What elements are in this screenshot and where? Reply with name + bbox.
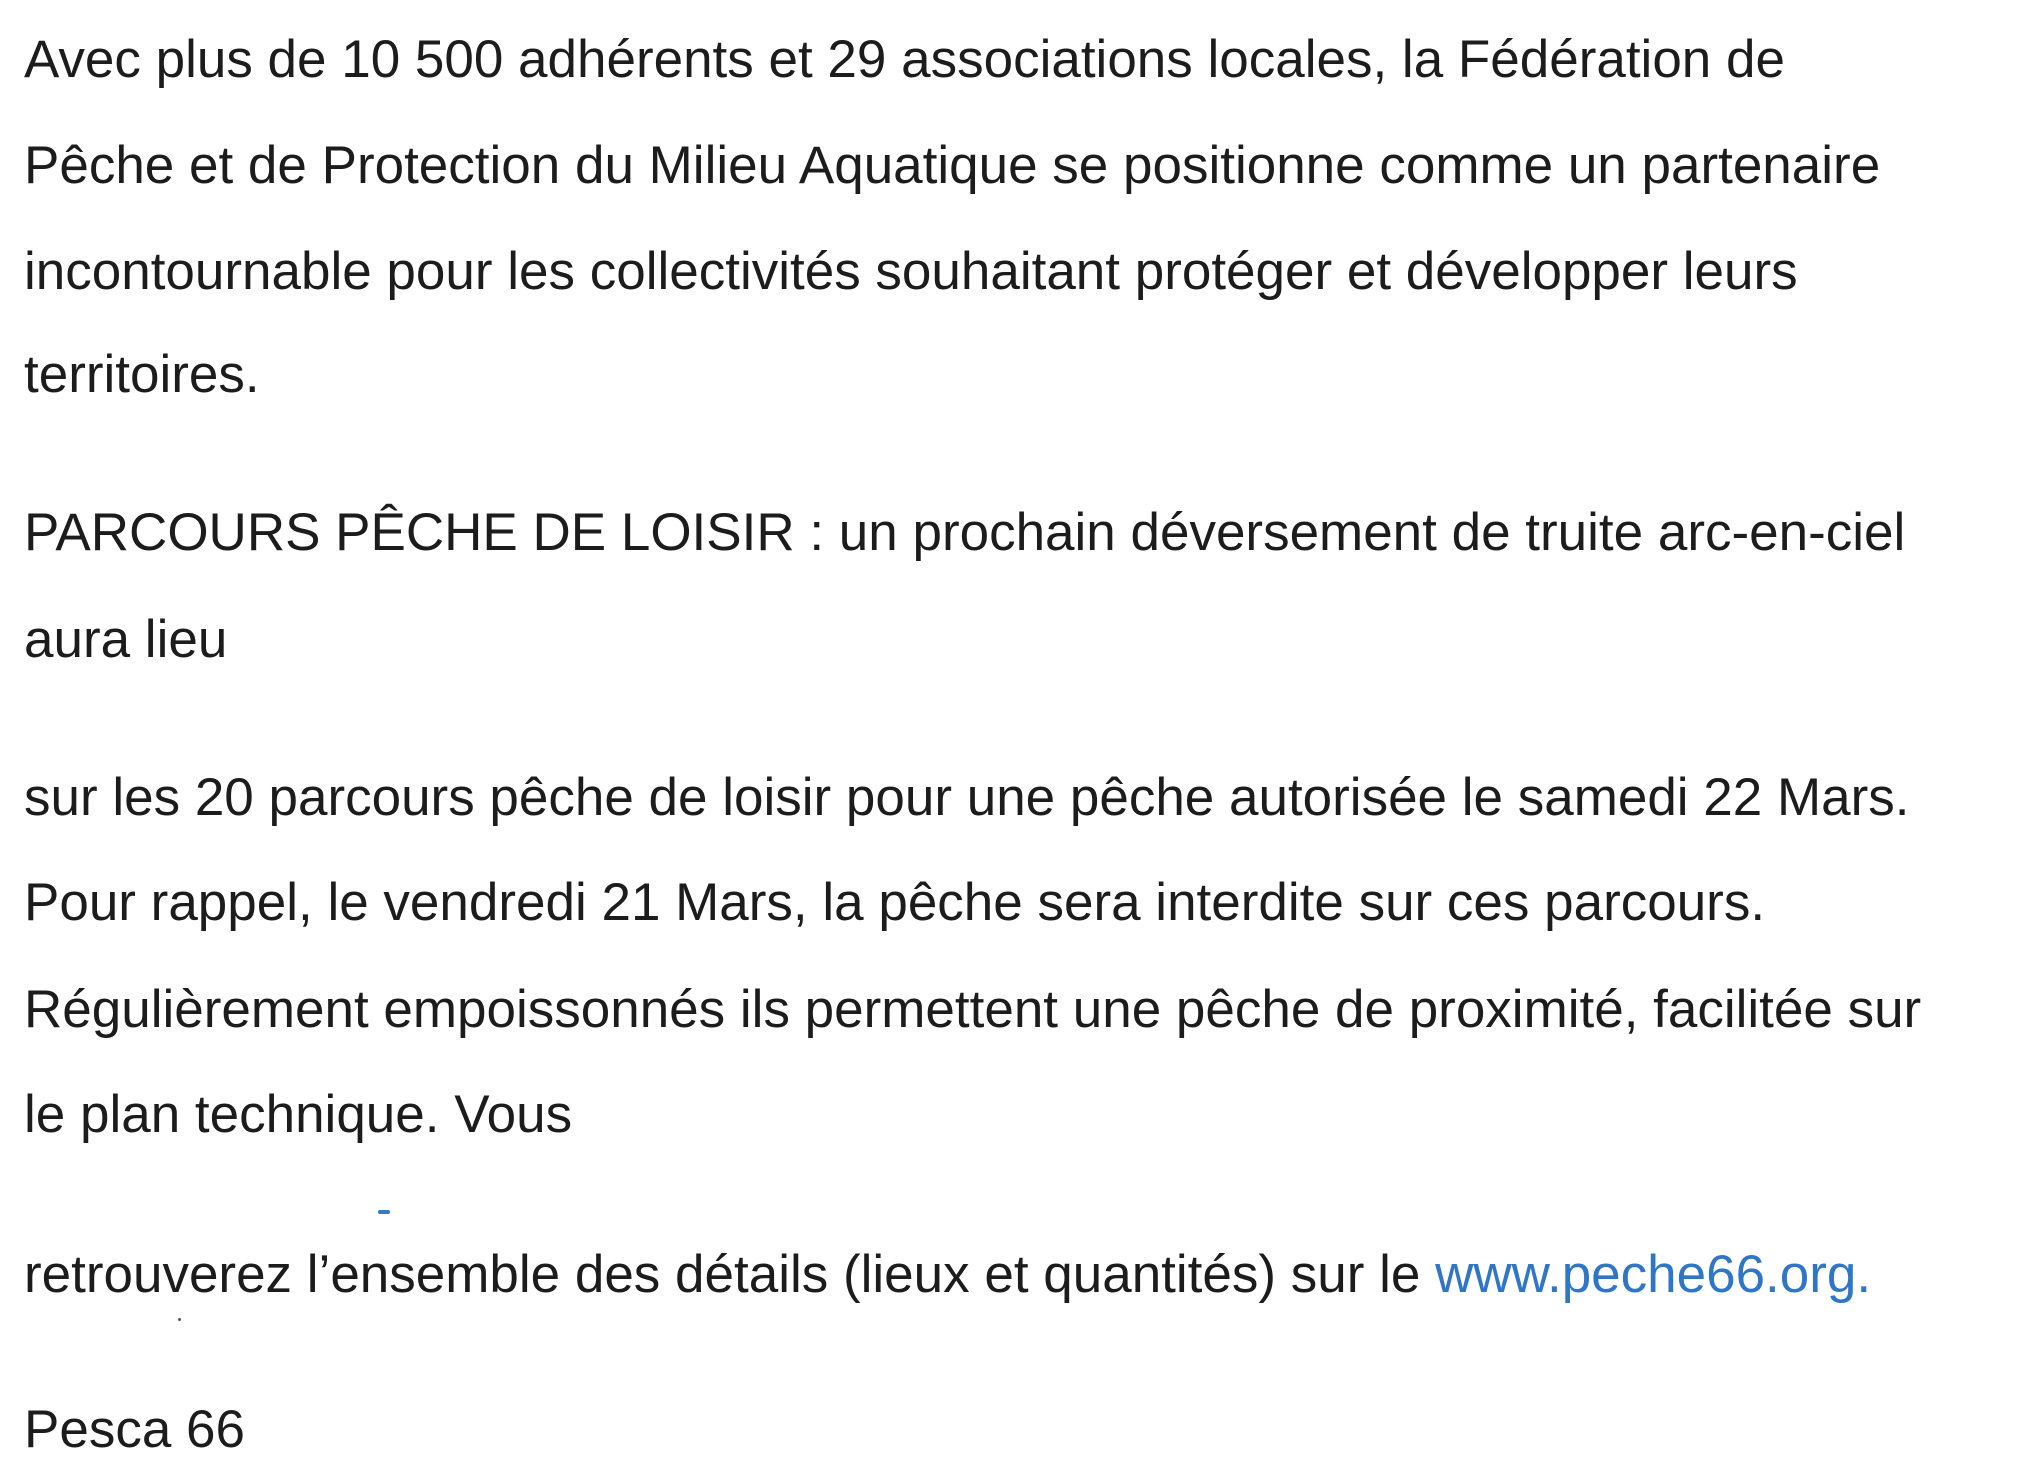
paragraph-4-text: retrouverez l’ensemble des détails (lieux et quantités) sur le	[24, 1245, 1436, 1304]
paragraph-3-line-3: Régulièrement empoissonnés ils permettent une pêche de proximité, facilitée sur	[24, 980, 1922, 1039]
paragraph-3-line-2: Pour rappel, le vendredi 21 Mars, la pêche sera interdite sur ces parcours.	[24, 873, 1766, 932]
paragraph-4	[24, 1245, 1871, 1305]
scan-speck	[378, 1210, 390, 1214]
paragraph-1-line-4: territoires.	[24, 345, 260, 404]
paragraph-1-line-1: Avec plus de 10 500 adhérents et 29 associations locales, la Fédération de	[24, 30, 1785, 89]
paragraph-3-line-4: le plan technique. Vous	[24, 1085, 573, 1144]
paragraph-2-line-1: PARCOURS PÊCHE DE LOISIR : un prochain déversement de truite arc-en-ciel	[24, 503, 1906, 562]
website-link[interactable]: www.peche66.org.	[1435, 1245, 1872, 1304]
scan-speck-small	[178, 1318, 181, 1321]
paragraph-2-line-2: aura lieu	[24, 610, 228, 669]
paragraph-1-line-3: incontournable pour les collectivités souhaitant protéger et développer leurs	[24, 242, 1798, 301]
signature: Pesca 66	[24, 1400, 245, 1459]
paragraph-1-line-2: Pêche et de Protection du Milieu Aquatique se positionne comme un partenaire	[24, 136, 1881, 195]
paragraph-3-line-1: sur les 20 parcours pêche de loisir pour une pêche autorisée le samedi 22 Mars.	[24, 768, 1910, 827]
